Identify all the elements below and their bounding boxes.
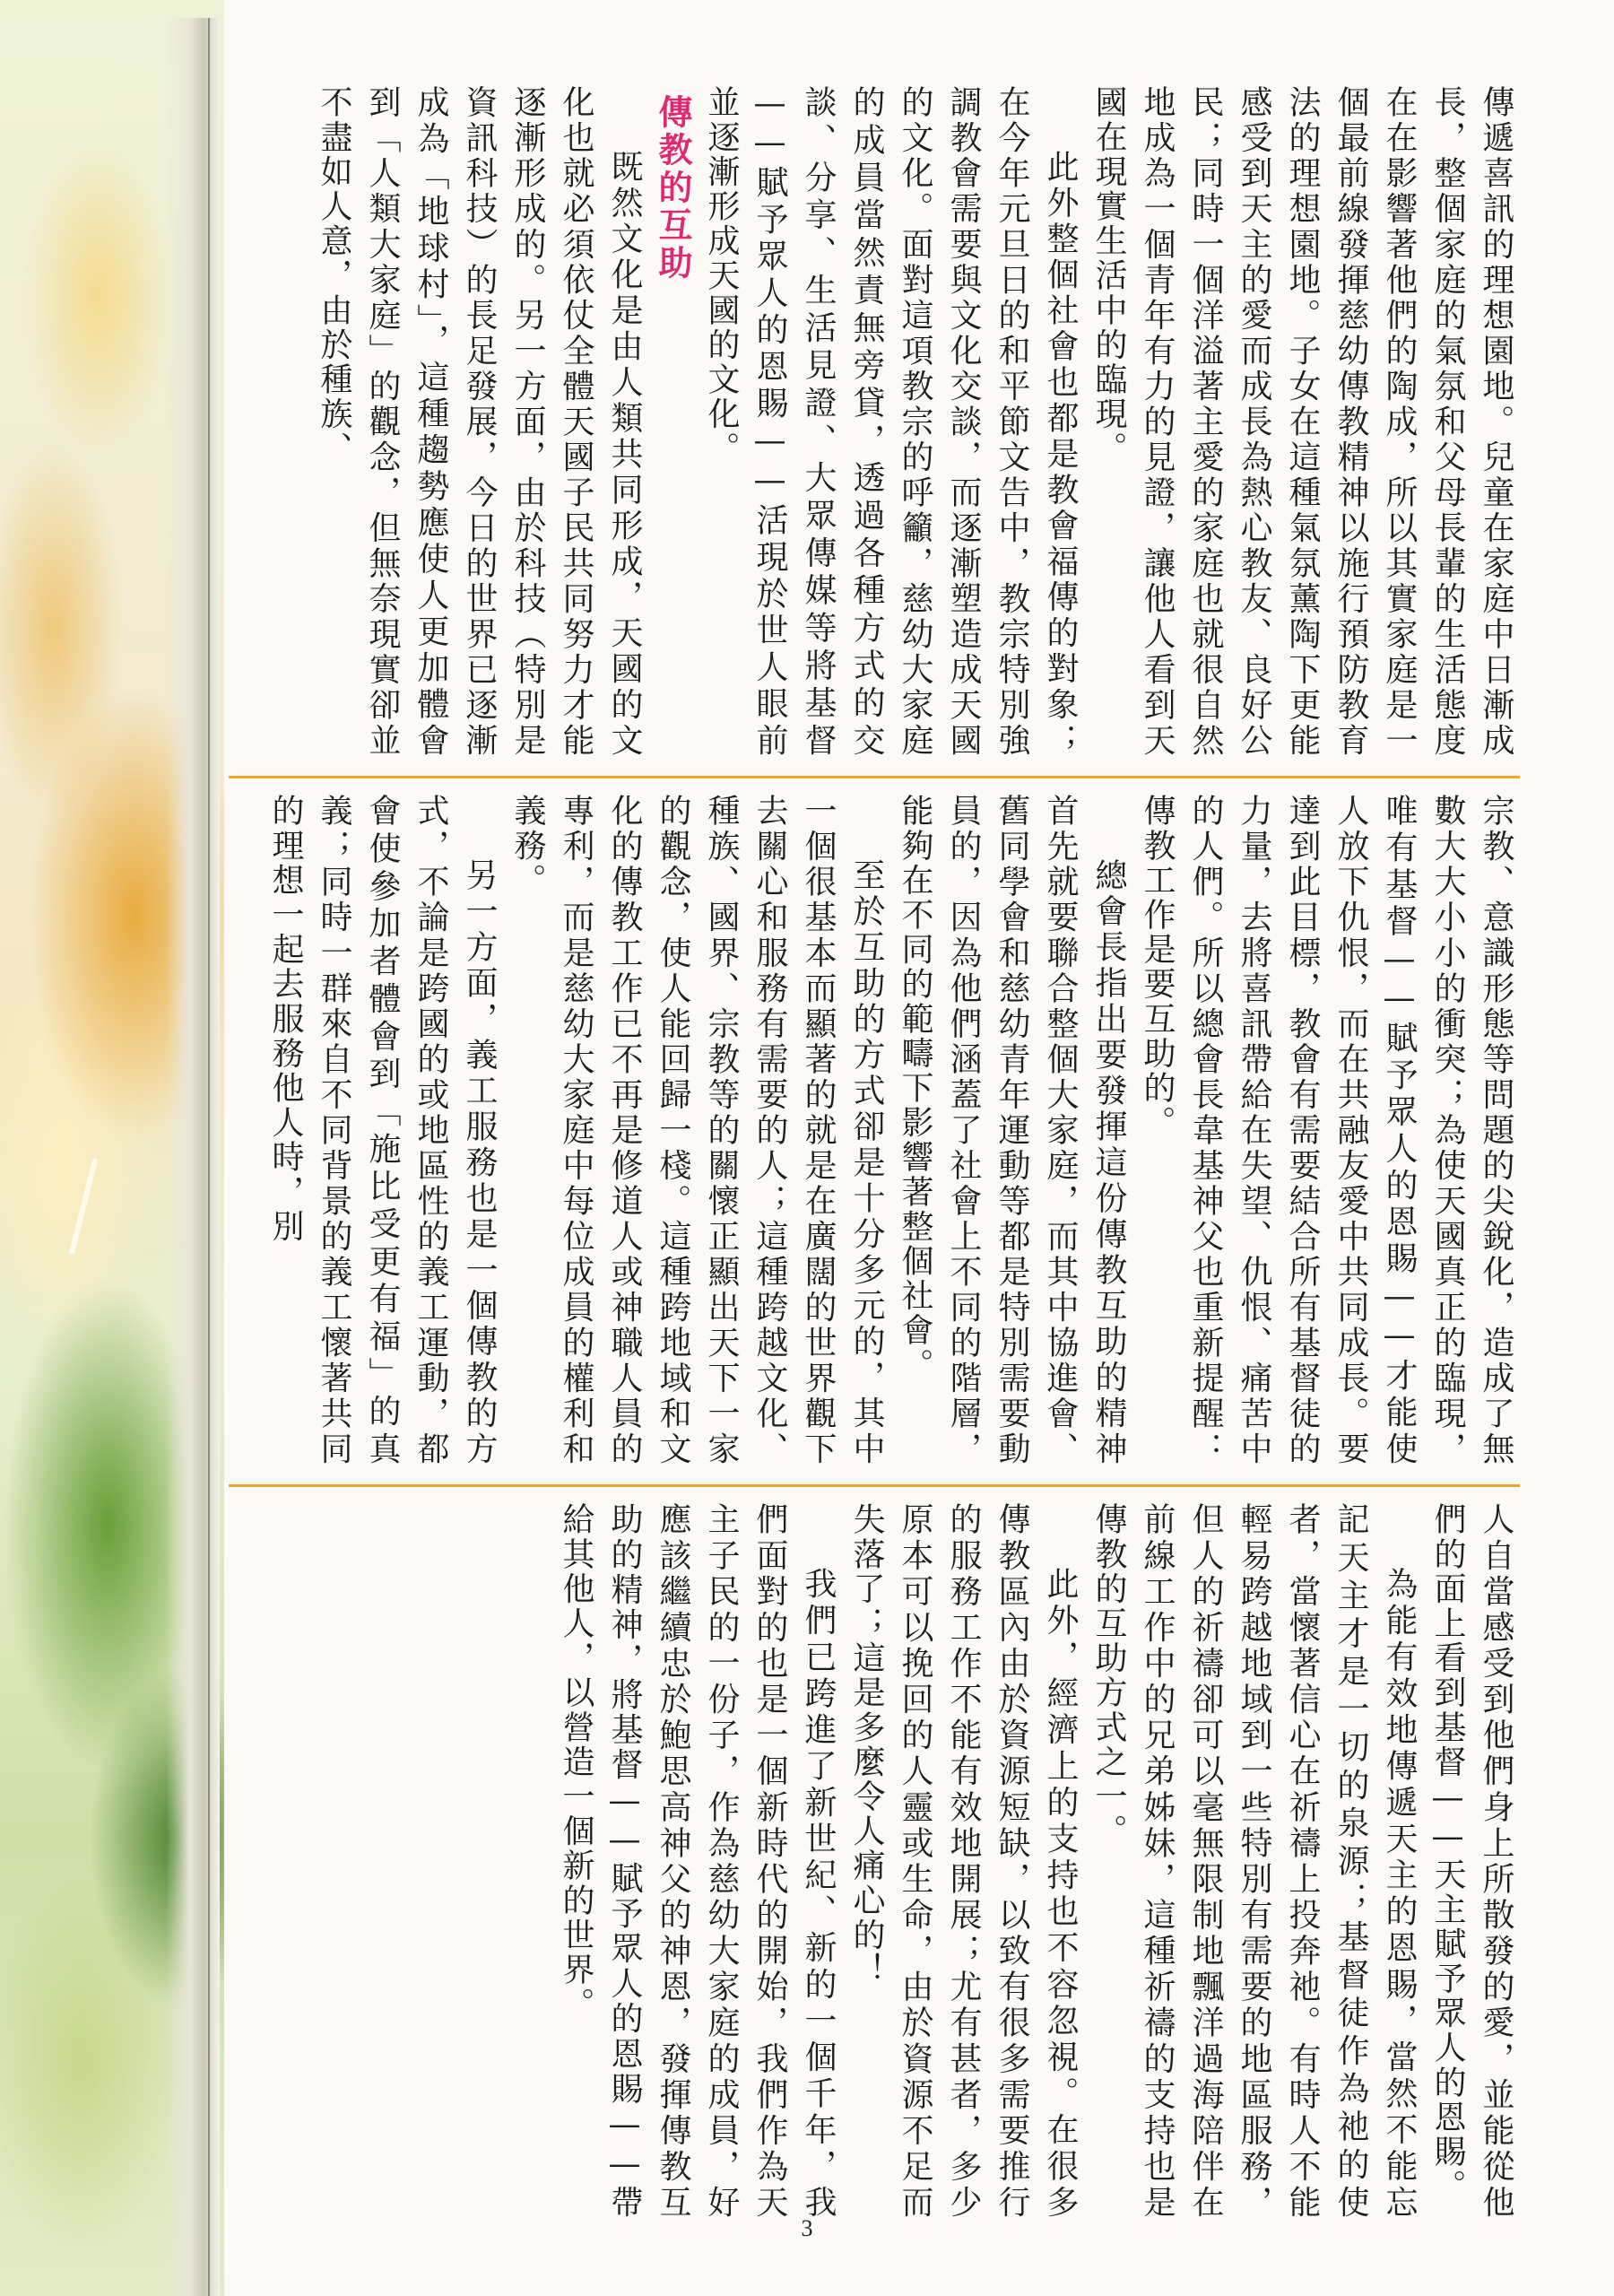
page-binding-shadow xyxy=(166,18,220,2296)
paragraph: 總會長指出要發揮這份傳教互助的精神首先就要聯合整個大家庭，而其中協進會、舊同學會和慈幼青年運動等都是特別需要動員的，因為他們涵蓋了社會上不同的階層，能夠在不同的範疇下影響著整個社會。 xyxy=(897,794,1127,1466)
text-tier-top xyxy=(229,85,1520,758)
paragraph: 我們已跨進了新世紀、新的一個千年，我們面對的也是一個新時代的開始，我們作為天主子民的一份子，作為慈幼大家庭的成員，好應該繼續忠於鮑思高神父的神恩，發揮傳教互助的精神，將基督——賦予眾人的恩賜——帶給其他人，以營造一個新的世界。 xyxy=(558,1502,837,2220)
paragraph: 此外，經濟上的支持也不容忽視。在很多傳教區內由於資源短缺，以致有很多需要推行的服務工作不能有效地開展；尤有甚者，多少原本可以挽回的人靈或生命，由於資源不足而失落了；這是多麼令人痛心的！ xyxy=(848,1502,1079,2220)
text-tier-middle xyxy=(229,794,1520,1466)
section-divider xyxy=(229,776,1520,778)
paragraph: 此外整個社會也都是教會福傳的對象；在今年元旦日的和平節文告中，教宗特別強調教會需要與文化交談，而逐漸塑造成天國的文化。面對這項教宗的呼籲，慈幼大家庭的成員當然責無旁貸，透過各種方式的交談、分享、生活見證、大眾傳媒等將基督——賦予眾人的恩賜——活現於世人眼前並逐漸形成天國的文化。 xyxy=(703,85,1079,758)
section-heading: 傳教的互助 xyxy=(653,94,692,283)
section-divider xyxy=(229,1484,1520,1487)
paragraph: 另一方面，義工服務也是一個傳教的方式，不論是跨國的或地區性的義工運動，都會使參加者體會到「施比受更有福」的真義；同時一群來自不同背景的義工懷著共同的理想一起去服務他人時，別 xyxy=(267,794,498,1466)
paragraph: 人自當感受到他們身上所散發的愛，並能從他們的面上看到基督——天主賦予眾人的恩賜。 xyxy=(1429,1502,1514,2220)
vertical-text-block xyxy=(229,85,1520,758)
decorative-brush-streak xyxy=(69,1158,98,1255)
page-number: 3 xyxy=(801,2215,813,2241)
page-gutter-edge xyxy=(208,18,210,2296)
paragraph: 傳遞喜訊的理想園地。兒童在家庭中日漸成長，整個家庭的氣氛和父母長輩的生活態度在在影響著他們的陶成，所以其實家庭是一個最前線發揮慈幼傳教精神以施行預防教育法的理想園地。子女在這種氣氛薰陶下更能感受到天主的愛而成長為熱心教友、良好公民；同時一個洋溢著主愛的家庭也就很自然地成為一個青年有力的見證，讓他人看到天國在現實生活中的臨現。 xyxy=(1090,85,1514,758)
paragraph: 為能有效地傳遞天主的恩賜，當然不能忘記天主才是一切的泉源；基督徒作為祂的使者，當懷著信心在祈禱上投奔祂。有時人不能輕易跨越地域到一些特別有需要的地區服務，但人的祈禱卻可以毫無限制地飄洋過海陪伴在前線工作中的兄弟姊妹，這種祈禱的支持也是傳教的互助方式之一。 xyxy=(1090,1502,1418,2220)
vertical-text-block xyxy=(229,794,1520,1466)
text-tier-bottom xyxy=(229,1502,1520,2220)
page-content xyxy=(229,85,1520,2220)
paragraph: 至於互助的方式卻是十分多元的，其中一個很基本而顯著的就是在廣闊的世界觀下去關心和服務有需要的人；這種跨越文化、種族、國界、宗教等的關懷正顯出天下一家的觀念，使人能回歸一棧。這種跨地域和文化的傳教工作已不再是修道人或神職人員的專利，而是慈幼大家庭中每位成員的權利和義務。 xyxy=(509,794,885,1466)
paragraph: 既然文化是由人類共同形成，天國的文化也就必須依仗全體天國子民共同努力才能逐漸形成的。另一方面，由於科技（特別是資訊科技）的長足發展，今日的世界已逐漸成為「地球村」，這種趨勢應使人更加體會到「人類大家庭」的觀念，但無奈現實卻並不盡如人意，由於種族、 xyxy=(316,85,643,758)
vertical-text-block xyxy=(229,1502,1520,2220)
paragraph: 宗教、意識形態等問題的尖銳化，造成了無數大大小小的衝突；為使天國真正的臨現，唯有基督——賦予眾人的恩賜——才能使人放下仇恨，而在共融友愛中共同成長。要達到此目標，教會有需要結合所有基督徒的力量，去將喜訊帶給在失望、仇恨、痛苦中的人們。所以總會長韋基神父也重新提醒：傳教工作是要互助的。 xyxy=(1139,794,1514,1466)
